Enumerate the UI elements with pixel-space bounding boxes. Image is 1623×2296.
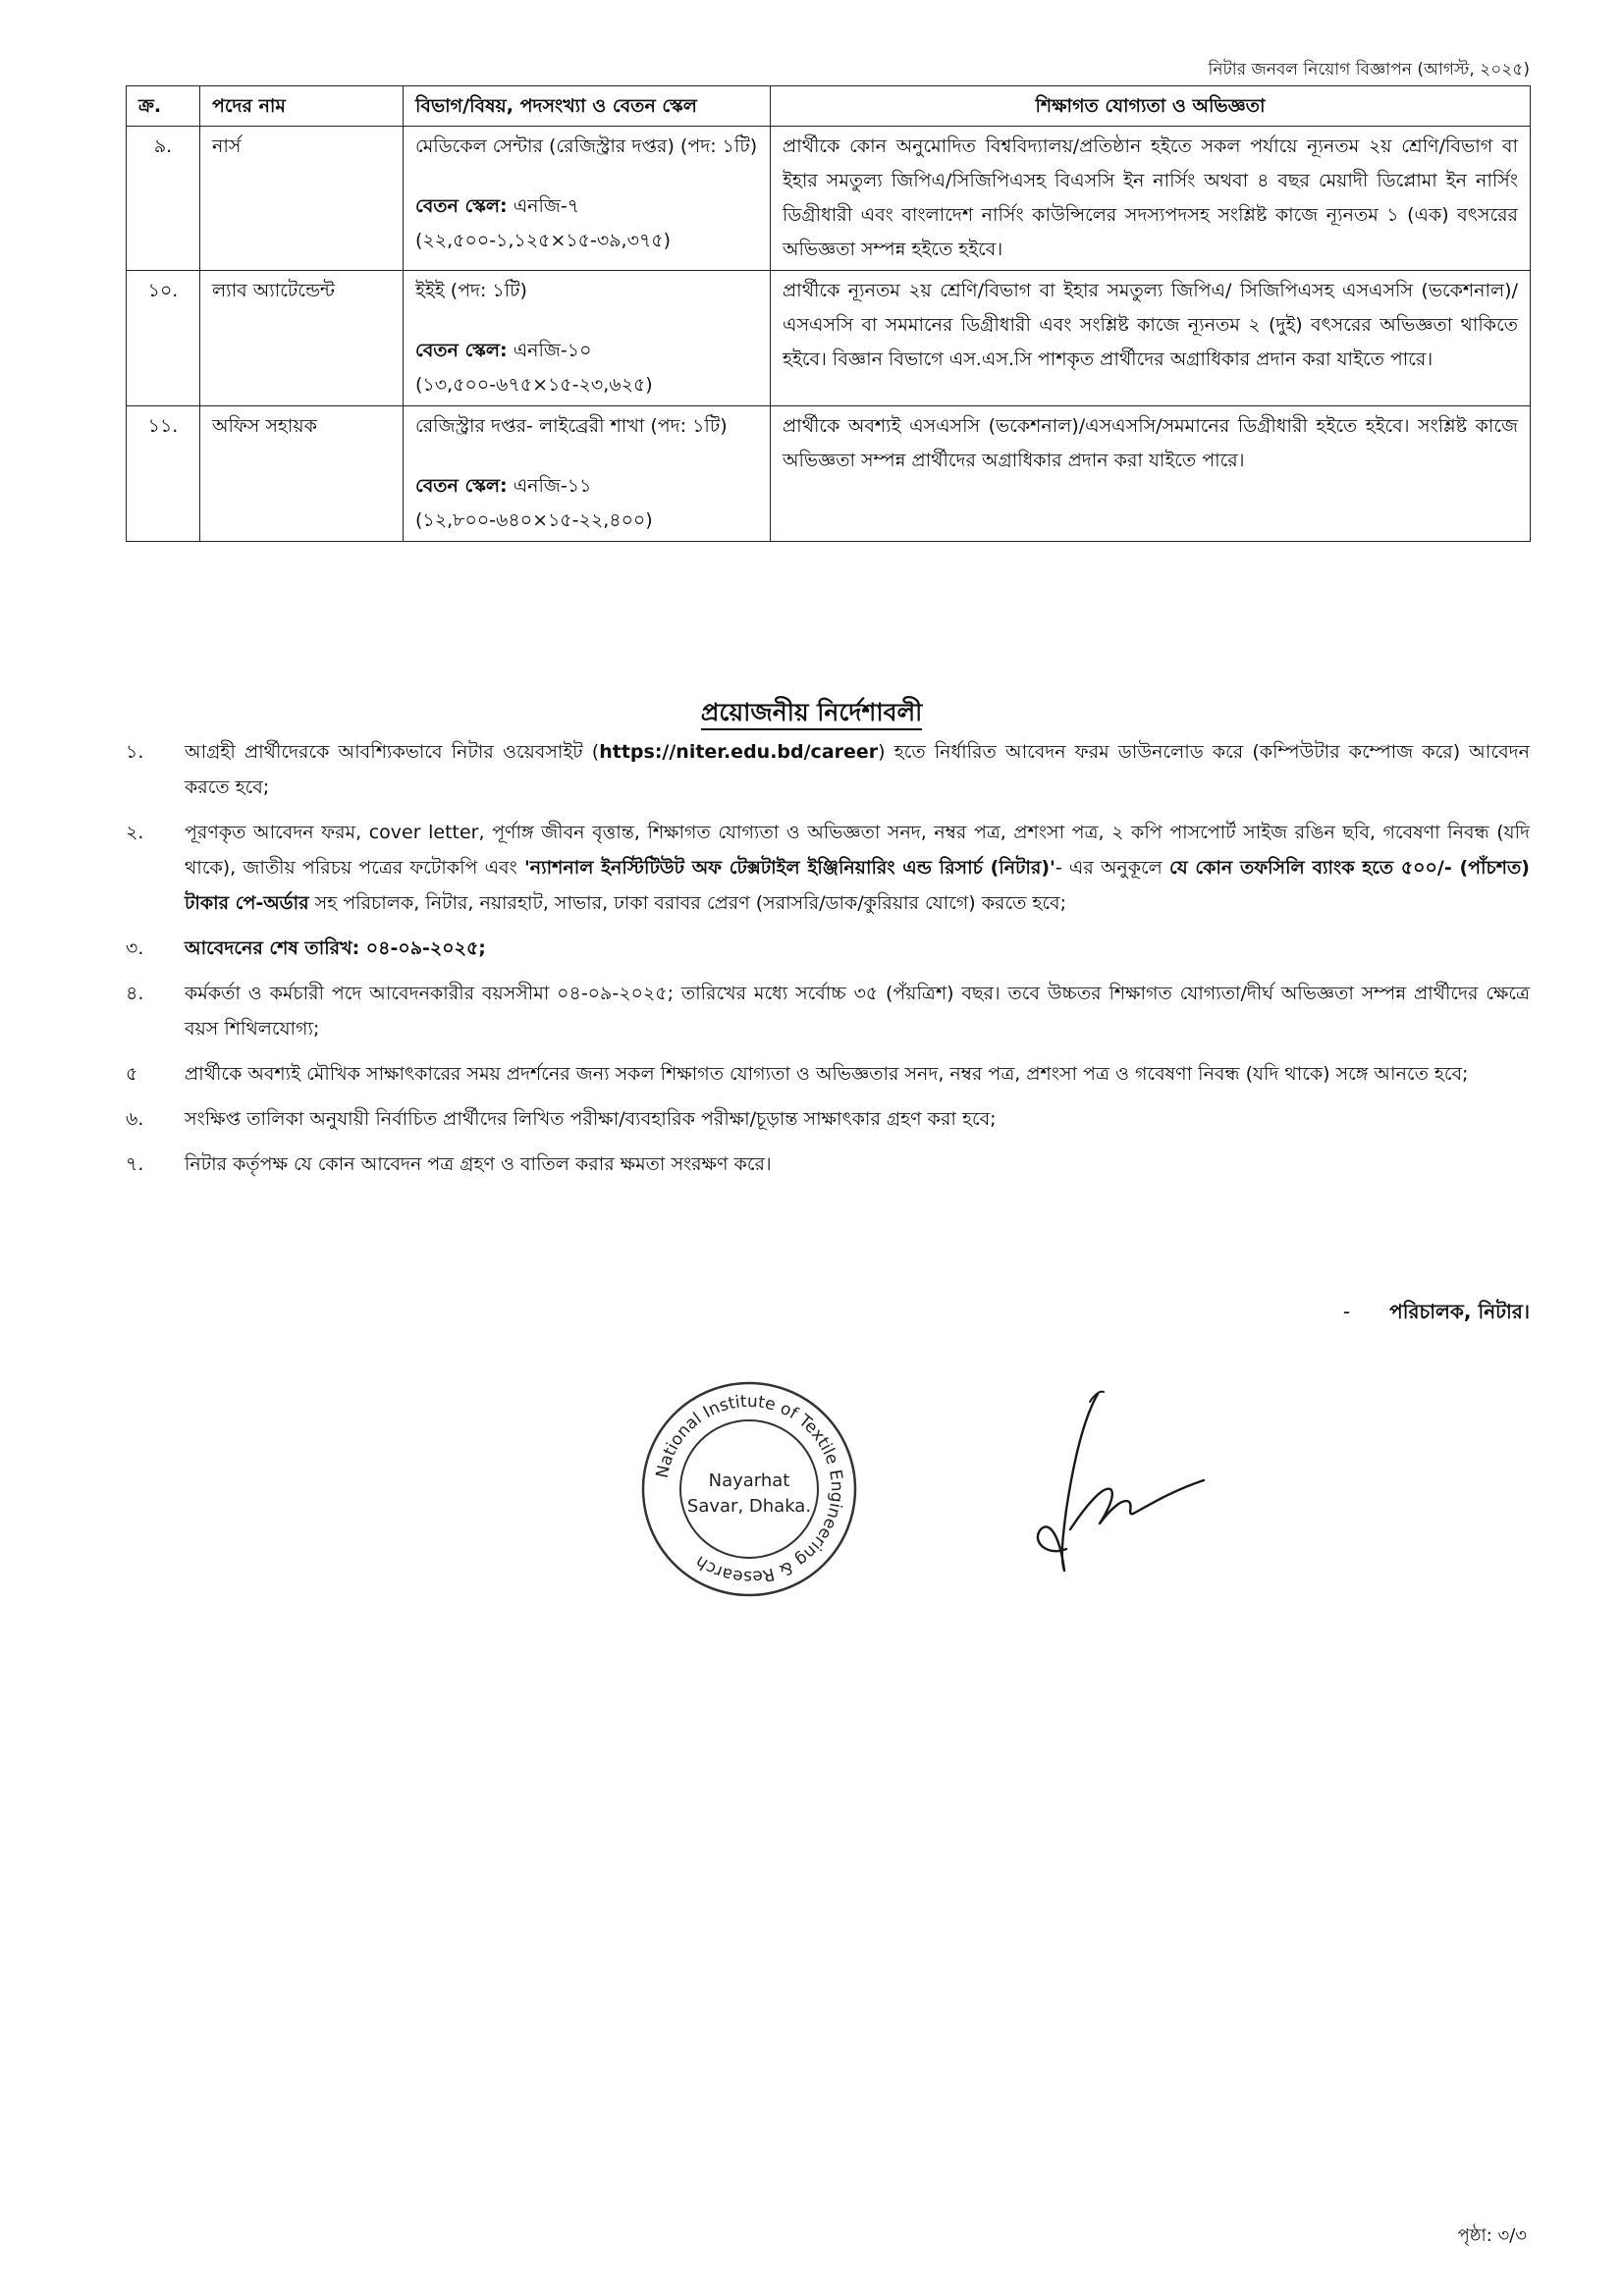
header-dept: বিভাগ/বিষয়, পদসংখ্যা ও বেতন স্কেল: [404, 86, 771, 127]
signatory-title: পরিচালক, নিটার।: [1389, 1300, 1530, 1323]
instruction-text-part: পূরণকৃত আবেদন ফরম, cover letter, পূর্ণাঙ্গ জীবন বৃত্তান্ত, শিক্ষাগত যোগ্যতা ও অভিজ্ঞতা সনদ, নম্বর পত্র, প্রশংসা পত্র, ২ কপি পাসপোর্ট সাইজ রঙিন ছবি, গবেষণা নিবন্ধ (যদি থাকে), জাতীয় পরিচয় পত্রের ফটোকপি এবং: [185, 822, 1530, 879]
instruction-number: ২.: [126, 822, 144, 843]
row-dept: ইইই (পদ: ১টি): [415, 280, 527, 301]
instruction-number: ৬.: [126, 1108, 144, 1130]
header-serial: ক্র.: [127, 86, 200, 127]
row-serial: ৯.: [127, 127, 200, 271]
table-row: [127, 271, 1531, 406]
row-dept: রেজিস্ট্রার দপ্তর- লাইব্রেরী শাখা (পদ: ১টি): [415, 415, 728, 437]
row-qualification: প্রার্থীকে অবশ্যই এসএসসি (ভকেশনাল)/এসএসসি/সমমানের ডিগ্রীধারী হইতে হইবে। সংশ্লিষ্ট কাজে অভিজ্ঞতা সম্পন্ন প্রার্থীদের অগ্রাধিকার প্রদান করা যাইতে পারে।: [771, 406, 1531, 542]
instruction-item: [126, 1147, 1530, 1182]
instruction-item: [126, 815, 1530, 921]
seal-ring-text: National Institute of Textile Engineering & Research: [652, 1391, 847, 1587]
instruction-text: [185, 734, 1530, 805]
institute-name-bold: 'ন্যাশনাল ইনস্টিটিউট অফ টেক্সটাইল ইঞ্জিনিয়ারিং এন্ড রিসার্চ (নিটার)': [523, 857, 1055, 879]
salary-grade: এনজি-১১: [513, 475, 592, 497]
table-header-row: [127, 86, 1531, 127]
row-salary: [415, 189, 758, 224]
director-signature-icon: [1021, 1382, 1208, 1578]
header-note: নিটার জনবল নিয়োগ বিজ্ঞাপন (আগস্ট, ২০২৫): [1208, 60, 1530, 80]
row-qualification: প্রার্থীকে কোন অনুমোদিত বিশ্ববিদ্যালয়/প্রতিষ্ঠান হইতে সকল পর্যায়ে ন্যূনতম ২য় শ্রেণি/বিভাগ বা ইহার সমতুল্য জিপিএ/সিজিপিএসহ বিএসসি ইন নার্সিং অথবা ৪ বছর মেয়াদী ডিপ্লোমা ইন নার্সিং ডিগ্রীধারী এবং বাংলাদেশ নার্সিং কাউন্সিলের সদস্যপদসহ সংশ্লিষ্ট কাজে ন্যূনতম ১ (এক) বৎসরের অভিজ্ঞতা সম্পন্ন হইতে হইবে।: [771, 127, 1531, 271]
instruction-text: সংক্ষিপ্ত তালিকা অনুযায়ী নির্বাচিত প্রার্থীদের লিখিত পরীক্ষা/ব্যবহারিক পরীক্ষা/চূড়ান্ত সাক্ষাৎকার গ্রহণ করা হবে;: [185, 1108, 997, 1130]
row-post: নার্স: [200, 127, 404, 271]
instruction-text-part: আগ্রহী প্রার্থীদেরকে আবশ্যিকভাবে নিটার ওয়েবসাইট (: [185, 741, 600, 763]
row-dept-cell: [404, 271, 771, 406]
row-serial: ১০.: [127, 271, 200, 406]
salary-range: (১২,৮০০-৬৪০×১৫-২২,৪০০): [415, 509, 653, 531]
instructions-list: [126, 734, 1530, 1192]
instruction-item: [126, 976, 1530, 1046]
instruction-item: [126, 931, 1530, 966]
instruction-text: কর্মকর্তা ও কর্মচারী পদে আবেদনকারীর বয়সসীমা ০৪-০৯-২০২৫; তারিখের মধ্যে সর্বোচ্চ ৩৫ (পঁয়ত্রিশ) বছর। তবে উচ্চতর শিক্ষাগত যোগ্যতা/দীর্ঘ অভিজ্ঞতা সম্পন্ন প্রার্থীদের ক্ষেত্রে বয়স শিথিলযোগ্য;: [185, 983, 1530, 1040]
header-post: পদের নাম: [200, 86, 404, 127]
instruction-text: নিটার কর্তৃপক্ষ যে কোন আবেদন পত্র গ্রহণ ও বাতিল করার ক্ষমতা সংরক্ষণ করে।: [185, 1153, 772, 1175]
posts-table: [126, 85, 1531, 542]
instructions-title: [0, 693, 1623, 735]
instruction-item: [126, 1101, 1530, 1137]
instruction-number: ১.: [126, 741, 144, 763]
salary-range: (২২,৫০০-১,১২৫×১৫-৩৯,৩৭৫): [415, 230, 672, 251]
signatory: [1343, 1298, 1530, 1330]
instruction-number: ৭.: [126, 1153, 144, 1175]
salary-label: বেতন স্কেল:: [415, 340, 508, 361]
row-dept-cell: [404, 127, 771, 271]
instruction-item: [126, 734, 1530, 805]
header-qualification: শিক্ষাগত যোগ্যতা ও অভিজ্ঞতা: [771, 86, 1531, 127]
row-salary: [415, 469, 758, 504]
row-salary: [415, 334, 758, 368]
salary-grade: এনজি-১০: [513, 340, 592, 361]
row-qualification: প্রার্থীকে ন্যূনতম ২য় শ্রেণি/বিভাগ বা ইহার সমতুল্য জিপিএ/ সিজিপিএসহ এসএসসি (ভকেশনাল)/এসএসসি বা সমমানের ডিগ্রীধারী এবং সংশ্লিষ্ট কাজে ন্যূনতম ২ (দুই) বৎসরের অভিজ্ঞতা থাকিতে হইবে। বিজ্ঞান বিভাগে এস.এস.সি পাশকৃত প্রার্থীদের অগ্রাধিকার প্রদান করা যাইতে পারে।: [771, 271, 1531, 406]
table-row: [127, 127, 1531, 271]
salary-label: বেতন স্কেল:: [415, 195, 508, 217]
seal-center-line1: Nayarhat: [708, 1470, 790, 1491]
instruction-text-part: সহ পরিচালক, নিটার, নয়ারহাট, সাভার, ঢাকা বরাবর প্রেরণ (সরাসরি/ডাক/কুরিয়ার যোগে) করতে হবে;: [308, 892, 1067, 914]
row-post: ল্যাব অ্যাটেন্ডেন্ট: [200, 271, 404, 406]
instruction-number: ৩.: [126, 937, 144, 959]
row-serial: ১১.: [127, 406, 200, 542]
row-dept-cell: [404, 406, 771, 542]
deadline-text: আবেদনের শেষ তারিখ: ০৪-০৯-২০২৫;: [185, 937, 486, 959]
salary-range: (১৩,৫০০-৬৭৫×১৫-২৩,৬২৫): [415, 374, 653, 396]
instruction-item: [126, 1056, 1530, 1092]
row-post: অফিস সহায়ক: [200, 406, 404, 542]
instruction-text: প্রার্থীকে অবশ্যই মৌখিক সাক্ষাৎকারের সময় প্রদর্শনের জন্য সকল শিক্ষাগত যোগ্যতা ও অভিজ্ঞতার সনদ, নম্বর পত্র, প্রশংসা পত্র ও গবেষণা নিবন্ধ (যদি থাকে) সঙ্গে আনতে হবে;: [185, 1063, 1469, 1085]
pay-order-bold: যে কোন তফসিলি ব্যাংক হতে ৫০০/- (পাঁচশত) টাকার পে-অর্ডার: [185, 857, 1530, 914]
instruction-number: ৫: [126, 1063, 138, 1085]
instructions-title-text: প্রয়োজনীয় নির্দেশাবলী: [701, 698, 923, 730]
instruction-text-part: - এর অনুকূলে: [1055, 857, 1169, 879]
instruction-number: ৪.: [126, 983, 144, 1004]
career-url[interactable]: https://niter.edu.bd/career: [599, 741, 879, 763]
instruction-text: [185, 815, 1530, 921]
table-row: [127, 406, 1531, 542]
salary-label: বেতন স্কেল:: [415, 475, 508, 497]
institute-seal-icon: [636, 1376, 862, 1602]
signatory-dash: -: [1342, 1300, 1351, 1323]
seal-center-line2: Savar, Dhaka.: [686, 1496, 812, 1517]
instruction-text-part: ) হতে নির্ধারিত আবেদন ফরম ডাউনলোড করে (কম্পিউটার কম্পোজ করে) আবেদন করতে হবে;: [185, 741, 1530, 798]
row-dept: মেডিকেল সেন্টার (রেজিস্ট্রার দপ্তর) (পদ: ১টি): [415, 135, 758, 157]
page-number: পৃষ্ঠা: ৩/৩: [1457, 2225, 1527, 2246]
salary-grade: এনজি-৭: [513, 195, 580, 217]
